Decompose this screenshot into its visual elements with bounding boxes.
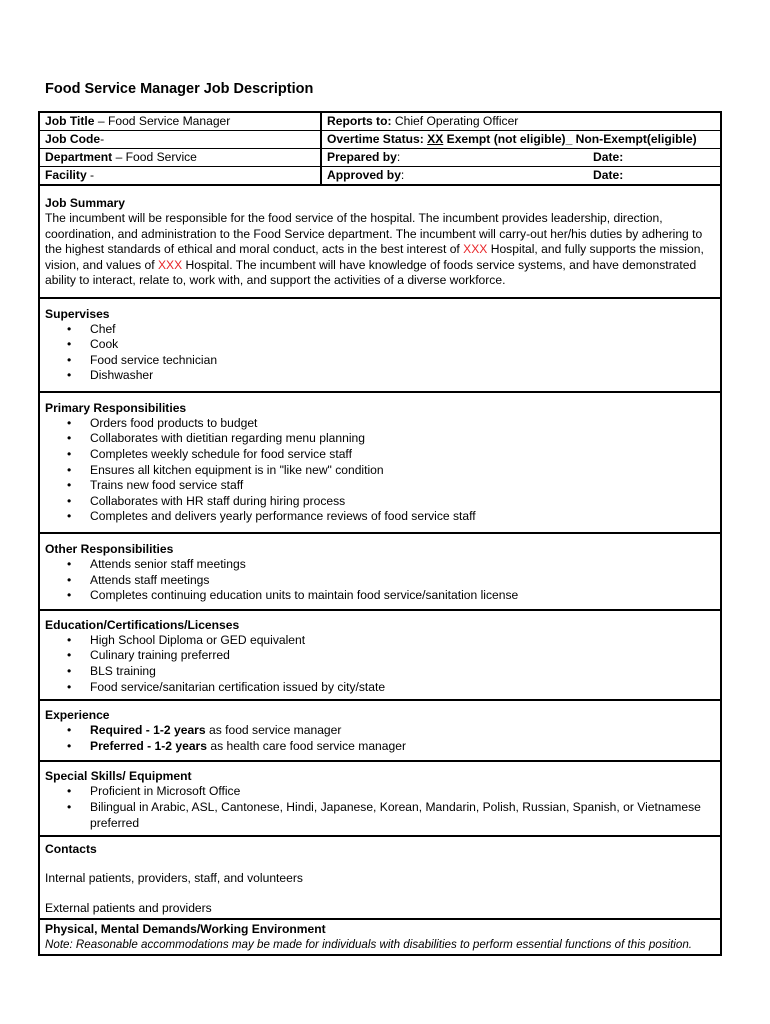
bullet-icon: • — [67, 447, 72, 462]
list-item — [45, 416, 715, 432]
list-item-text: Trains new food service staff — [90, 478, 244, 493]
supervises-list — [45, 322, 715, 384]
overtime-row — [322, 131, 720, 149]
list-item — [45, 353, 715, 369]
list-item — [45, 664, 715, 680]
supervises-section — [40, 299, 720, 393]
supervises-heading: Supervises — [45, 306, 110, 321]
list-item — [45, 723, 715, 739]
list-item — [45, 648, 715, 664]
department-value: – Food Service — [112, 150, 197, 164]
list-item-text: BLS training — [90, 664, 156, 678]
bullet-icon: • — [67, 588, 72, 603]
bullet-icon: • — [67, 738, 72, 753]
list-item — [45, 573, 715, 589]
list-item — [45, 463, 715, 479]
list-item-text: Orders food products to budget — [90, 415, 258, 430]
list-item-text: Collaborates with HR staff during hiring process — [90, 493, 346, 508]
internal-contacts: Internal patients, providers, staff, and volunteers — [45, 871, 303, 886]
job-code-label: Job Code — [45, 132, 101, 146]
summary-text-part: Hospital. The incumbent will have knowledge of foods service systems, and have demonstrated ability to interact, relate to, work with, and support the activities of a diverse workforce. — [45, 257, 697, 287]
list-item — [45, 739, 715, 755]
preferred-experience-detail: as health care food service manager — [206, 738, 406, 753]
required-experience: Required - 1-2 years — [90, 723, 206, 738]
experience-list — [45, 723, 715, 754]
overtime-value: Exempt (not eligible)_ Non-Exempt(eligible) — [443, 132, 697, 146]
bullet-icon: • — [67, 415, 72, 430]
prepared-by-colon: : — [396, 150, 401, 164]
experience-section — [40, 701, 720, 762]
other-responsibilities-section — [40, 534, 720, 611]
bullet-icon: • — [67, 648, 72, 663]
list-item — [45, 633, 715, 649]
bullet-icon: • — [67, 431, 72, 446]
list-item-text: High School Diploma or GED equivalent — [90, 632, 306, 647]
preferred-experience: Preferred - 1-2 years — [90, 738, 207, 753]
list-item — [45, 478, 715, 494]
list-item-text: Completes and delivers yearly performance reviews of food service staff — [90, 509, 476, 524]
list-item-text: Completes continuing education units to maintain food service/sanitation license — [90, 588, 519, 603]
bullet-icon: • — [67, 723, 72, 738]
bullet-icon: • — [67, 632, 72, 647]
required-experience-detail: as food service manager — [205, 723, 342, 738]
education-heading: Education/Certifications/Licenses — [45, 617, 240, 632]
department-row — [40, 149, 320, 167]
bullet-icon: • — [67, 337, 72, 352]
bullet-icon: • — [67, 462, 72, 477]
approved-by-colon: : — [400, 168, 405, 182]
job-summary-heading: Job Summary — [45, 196, 125, 210]
hospital-placeholder: XXX — [463, 242, 488, 256]
list-item — [45, 322, 715, 338]
list-item-text: Proficient in Microsoft Office — [90, 784, 241, 799]
bullet-icon: • — [67, 321, 72, 336]
list-item — [45, 800, 715, 831]
facility-value: - — [86, 168, 95, 182]
header-block — [40, 113, 720, 186]
experience-heading: Experience — [45, 708, 110, 723]
list-item-text: Cook — [90, 337, 119, 352]
list-item — [45, 680, 715, 696]
contacts-section — [40, 837, 720, 920]
bullet-icon: • — [67, 478, 72, 493]
list-item-text: Food service technician — [90, 352, 218, 367]
list-item-text: Culinary training preferred — [90, 648, 230, 663]
bullet-icon: • — [67, 352, 72, 367]
primary-responsibilities-list — [45, 416, 715, 525]
list-item-text: Dishwasher — [90, 368, 154, 383]
physical-demands-heading: Physical, Mental Demands/Working Environment — [45, 922, 326, 937]
job-description-table — [38, 111, 722, 956]
prepared-by-row — [322, 149, 720, 167]
prepared-date-label: Date: — [593, 150, 624, 164]
list-item — [45, 784, 715, 800]
overtime-mark: XX — [427, 132, 444, 146]
other-responsibilities-list — [45, 557, 715, 604]
bullet-icon: • — [67, 493, 72, 508]
approved-date-label: Date: — [593, 168, 624, 182]
list-item-text: Attends staff meetings — [90, 572, 210, 587]
list-item-text: Collaborates with dietitian regarding menu planning — [90, 431, 365, 446]
document-title: Food Service Manager Job Description — [45, 81, 314, 97]
special-skills-section — [40, 762, 720, 837]
list-item — [45, 588, 715, 604]
job-title-value: – Food Service Manager — [94, 114, 231, 128]
bullet-icon: • — [67, 557, 72, 572]
bullet-icon: • — [67, 664, 72, 678]
list-item — [45, 337, 715, 353]
header-right-column — [322, 113, 720, 184]
special-skills-list — [45, 784, 715, 831]
reports-to-label: Reports to: — [327, 114, 392, 128]
primary-responsibilities-section — [40, 393, 720, 534]
reports-to-row — [322, 113, 720, 131]
job-summary-section — [40, 186, 720, 299]
other-responsibilities-heading: Other Responsibilities — [45, 542, 174, 557]
facility-row — [40, 167, 320, 184]
list-item-text: Food service/sanitarian certification issued by city/state — [90, 679, 386, 694]
list-item — [45, 368, 715, 384]
list-item-text: Attends senior staff meetings — [90, 557, 246, 572]
list-item-text: Chef — [90, 321, 116, 336]
bullet-icon: • — [67, 799, 72, 814]
list-item-text: Completes weekly schedule for food service staff — [90, 447, 352, 462]
facility-label: Facility — [45, 168, 87, 182]
header-left-column — [40, 113, 322, 184]
list-item-text: Bilingual in Arabic, ASL, Cantonese, Hindi, Japanese, Korean, Mandarin, Polish, Russian, Spanish, or Vietnamese preferred — [90, 799, 701, 830]
list-item — [45, 509, 715, 525]
approved-by-label: Approved by — [327, 168, 401, 182]
education-section — [40, 611, 720, 701]
bullet-icon: • — [67, 509, 72, 524]
summary-text-part: The incumbent will be responsible for the food service of the hospital. The incumbent provides leadership, direction, coordination, and administration to the Food Service department. The incumbent will carry-out her/his duties by adhering to the highest standards of ethical and moral conduct, acts in the best interest of — [45, 211, 703, 256]
education-list — [45, 633, 715, 695]
job-code-row — [40, 131, 320, 149]
physical-demands-section — [40, 920, 720, 954]
bullet-icon: • — [67, 572, 72, 587]
job-title-label: Job Title — [45, 114, 95, 128]
list-item — [45, 494, 715, 510]
bullet-icon: • — [67, 368, 72, 383]
job-title-row — [40, 113, 320, 131]
accommodation-note: Note: Reasonable accommodations may be made for individuals with disabilities to perform essential functions of this position. — [45, 938, 693, 952]
approved-by-row — [322, 167, 720, 184]
bullet-icon: • — [67, 679, 72, 694]
job-summary-text — [45, 211, 715, 289]
list-item — [45, 447, 715, 463]
department-label: Department — [45, 150, 113, 164]
list-item — [45, 431, 715, 447]
bullet-icon: • — [67, 784, 72, 799]
list-item-text: Ensures all kitchen equipment is in "like new" condition — [90, 462, 384, 477]
list-item — [45, 557, 715, 573]
job-code-value: - — [100, 132, 105, 146]
special-skills-heading: Special Skills/ Equipment — [45, 769, 192, 784]
prepared-by-label: Prepared by — [327, 150, 397, 164]
reports-to-value: Chief Operating Officer — [391, 114, 519, 128]
hospital-placeholder: XXX — [157, 257, 183, 272]
overtime-label: Overtime Status: — [327, 132, 428, 146]
external-contacts: External patients and providers — [45, 900, 212, 915]
primary-responsibilities-heading: Primary Responsibilities — [45, 400, 187, 415]
contacts-heading: Contacts — [45, 842, 97, 857]
summary-text-part: Hospital, and fully supports the mission, vision, and values of — [45, 242, 704, 272]
